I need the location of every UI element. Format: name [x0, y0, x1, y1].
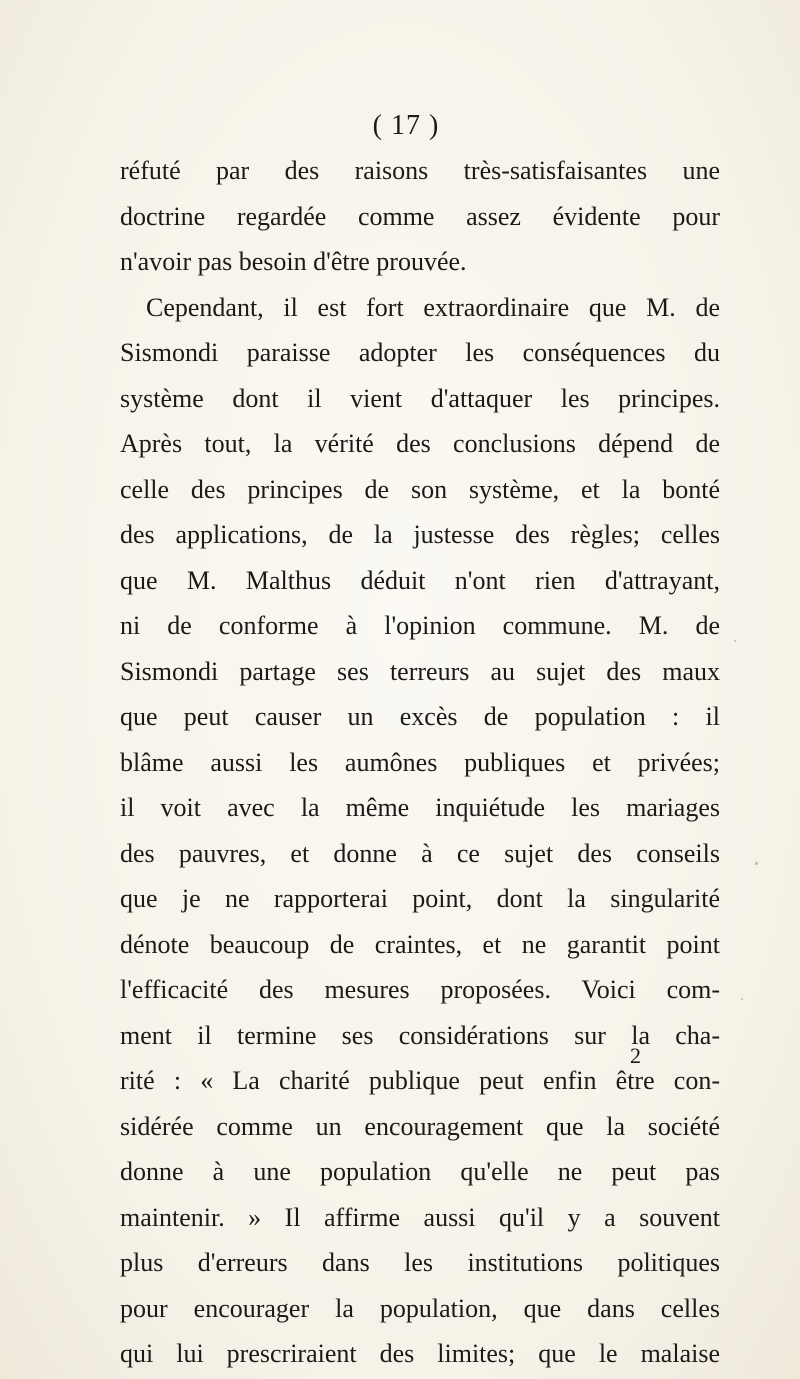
text-line: que M. Malthus déduit n'ont rien d'attrayant,: [120, 565, 720, 595]
page-number: ( 17 ): [372, 110, 440, 141]
text-line: que peut causer un excès de population : il: [120, 702, 720, 731]
text-line: des applications, de la justesse des règles; celles: [120, 520, 720, 549]
paper-speck: [741, 998, 743, 1000]
text-line: plus d'erreurs dans les institutions politiques: [120, 1248, 720, 1277]
signature-mark: 2: [630, 1043, 641, 1068]
paper-speck: [755, 862, 758, 865]
text-line: blâme aussi les aumônes publiques et privées;: [120, 747, 720, 777]
text-line: il voit avec la même inquiétude les mariages: [120, 793, 720, 822]
text-line: pour encourager la population, que dans celles: [120, 1293, 720, 1323]
text-line: sidérée comme un encouragement que la société: [120, 1111, 720, 1141]
text-line: celle des principes de son système, et la bonté: [120, 474, 720, 504]
text-line: maintenir. » Il affirme aussi qu'il y a souvent: [120, 1202, 720, 1232]
text-line: qui lui prescriraient des limites; que le malaise: [120, 1339, 720, 1368]
text-line: que je ne rapporterai point, dont la singularité: [120, 884, 720, 913]
paper-speck: [734, 640, 736, 642]
text-line: Sismondi partage ses terreurs au sujet des maux: [120, 656, 720, 686]
text-line: des pauvres, et donne à ce sujet des conseils: [120, 838, 720, 868]
text-line: ni de conforme à l'opinion commune. M. de: [120, 611, 720, 640]
text-line: Sismondi paraisse adopter les conséquences du: [120, 338, 720, 367]
text-line: l'efficacité des mesures proposées. Voici com-: [120, 975, 720, 1004]
text-line: doctrine regardée comme assez évidente pour: [120, 201, 720, 231]
body-text: [120, 148, 720, 1377]
text-line: rité : « La charité publique peut enfin être con-: [120, 1066, 720, 1095]
text-line: ment il termine ses considérations sur la cha-: [120, 1020, 720, 1050]
text-line: donne à une population qu'elle ne peut pas: [120, 1157, 720, 1186]
text-line: réfuté par des raisons très-satisfaisantes une: [120, 156, 720, 185]
text-line: dénote beaucoup de craintes, et ne garantit point: [120, 929, 720, 959]
text-line: système dont il vient d'attaquer les principes.: [120, 383, 720, 413]
paragraph-start-line: Cependant, il est fort extraordinaire que M. de: [146, 292, 720, 322]
text-line: Après tout, la vérité des conclusions dépend de: [120, 429, 720, 458]
text-line: n'avoir pas besoin d'être prouvée.: [120, 247, 467, 276]
